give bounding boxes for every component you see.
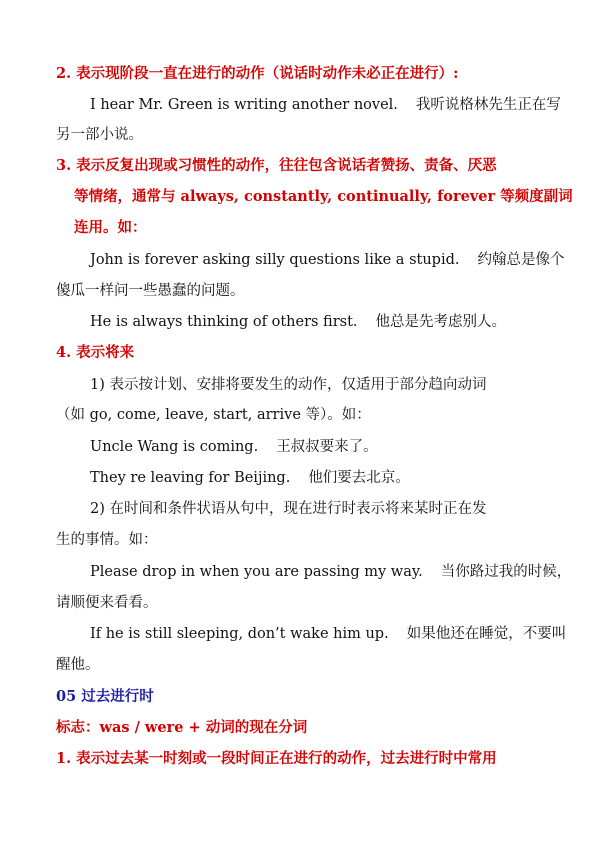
heading-3-cont2: 连用。如：	[74, 219, 147, 236]
heading-3: 3. 表示反复出现或习惯性的动作，往往包含说话者赞扬、责备、厌恶	[56, 157, 497, 174]
numbered-item-2-cont: 生的事情。如：	[56, 532, 158, 548]
section-heading-05: 05 过去进行时	[56, 688, 154, 705]
example-zh: 当你路过我的时候，	[440, 564, 572, 580]
example-line	[90, 437, 580, 457]
numbered-item-2: 2) 在时间和条件状语从句中，现在进行时表示将来某时正在发	[90, 501, 487, 517]
example-continuation: 另一部小说。	[56, 127, 143, 143]
example-line	[90, 312, 580, 332]
example-zh: 我听说格林先生正在写	[415, 97, 561, 113]
heading-4: 4. 表示将来	[56, 344, 135, 361]
example-zh: 约翰总是像个	[477, 252, 565, 268]
example-continuation: 醒他。	[56, 657, 100, 673]
example-en: John is forever asking silly questions like a stupid.	[90, 252, 460, 268]
example-zh: 王叔叔要来了。	[276, 439, 378, 455]
example-line	[90, 562, 580, 582]
signal-heading: 标志：was / were + 动词的现在分词	[56, 719, 308, 736]
example-en: He is always thinking of others first.	[90, 314, 358, 330]
example-zh: 他总是先考虑别人。	[375, 314, 507, 330]
heading-3-cont: 等情绪，通常与 always, constantly, continually, forever 等频度副词	[74, 188, 573, 205]
example-line	[90, 250, 580, 270]
heading-2: 2. 表示现阶段一直在进行的动作（说话时动作未必正在进行）:	[56, 65, 459, 82]
numbered-item-1-cont: （如 go, come, leave, start, arrive 等）。如：	[56, 407, 371, 423]
example-en: Uncle Wang is coming.	[90, 439, 259, 455]
example-en: I hear Mr. Green is writing another novel.	[90, 97, 398, 113]
example-line	[90, 468, 580, 488]
example-zh: 如果他还在睡觉，不要叫	[406, 626, 567, 642]
example-en: If he is still sleeping, don’t wake him up.	[90, 626, 389, 642]
example-zh: 他们要去北京。	[308, 470, 410, 486]
heading-1: 1. 表示过去某一时刻或一段时间正在进行的动作，过去进行时中常用	[56, 750, 497, 767]
example-en: They re leaving for Beijing.	[90, 470, 291, 486]
example-continuation: 傻瓜一样问一些愚蠢的问题。	[56, 283, 245, 299]
example-en: Please drop in when you are passing my way.	[90, 564, 423, 580]
example-line	[90, 95, 580, 115]
numbered-item-1: 1) 表示按计划、安排将要发生的动作，仅适用于部分趋向动词	[90, 377, 487, 393]
example-continuation: 请顺便来看看。	[56, 595, 158, 611]
example-line	[90, 624, 580, 644]
